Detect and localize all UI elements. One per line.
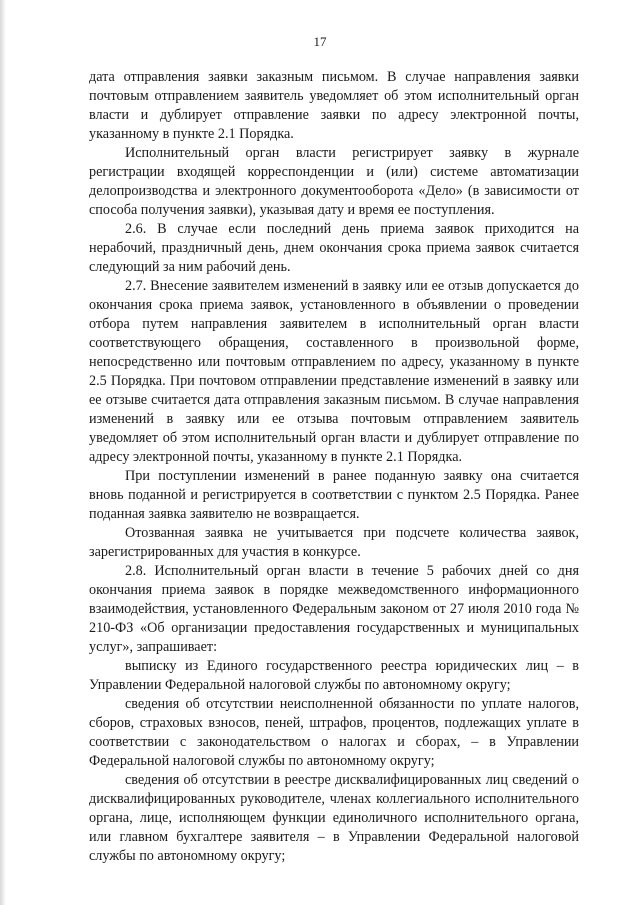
paragraph-withdrawn-application: Отозванная заявка не учитывается при подсчете количества заявок, зарегистрированных для участия в конкурсе. [89,525,579,560]
paragraph-continuation: дата отправления заявки заказным письмом. В случае направления заявки почтовым отправлением заявитель уведомляет об этом исполнительный орган власти и дублирует отправление заявки по адресу электронной почты, указанному в пункте 2.1 Порядка. [89,69,579,142]
page-number: 17 [313,34,327,49]
paragraph-2-7: 2.7. Внесение заявителем изменений в заявку или ее отзыв допускается до окончания срока приема заявок, установленного в объявлении о проведении отбора путем направления заявителем в исполнительный орган власти соответствующего обращения, составленного в произвольной форме, непосредственно или почтовым отправлением по адресу, указанному в пункте 2.5 Порядка. При почтовом отправлении представление изменений в заявку или ее отзыве считается дата отправления заказным письмом. В случае направления изменений в заявку или ее отзыва почтовым отправлением заявитель уведомляет об этом исполнительный орган власти и дублирует отправление по адресу электронной почты, указанному в пункте 2.1 Порядка. [89,278,579,465]
list-item-tax-debt-info: сведения об отсутствии неисполненной обязанности по уплате налогов, сборов, страховых взносов, пеней, штрафов, процентов, подлежащих уплате в соответствии с законодательством о налогах и сборах, – в Управлении Федеральной налоговой службы по автономному округу; [89,696,579,769]
document-body [89,68,579,866]
list-item-egrul-extract: выписку из Единого государственного реестра юридических лиц – в Управлении Федеральной налоговой службы по автономному округу; [89,658,579,693]
paragraph-changes-received: При поступлении изменений в ранее поданную заявку она считается вновь поданной и регистрируется в соответствии с пунктом 2.5 Порядка. Ранее поданная заявка заявителю не возвращается. [89,468,579,522]
scan-edge [0,0,6,905]
paragraph-registration: Исполнительный орган власти регистрирует заявку в журнале регистрации входящей корреспонденции и (или) системе автоматизации делопроизводства и электронного документооборота «Дело» (в зависимости от способа получения заявки), указывая дату и время ее поступления. [89,145,579,218]
paragraph-2-6: 2.6. В случае если последний день приема заявок приходится на нерабочий, праздничный день, днем окончания срока приема заявок считается следующий за ним рабочий день. [89,221,579,275]
list-item-disqualified-persons: сведения об отсутствии в реестре дисквалифицированных лиц сведений о дисквалифицированных руководителе, членах коллегиального исполнительного органа, лице, исполняющем функции единоличного исполнительного органа, или главном бухгалтере заявителя – в Управлении Федеральной налоговой службы по автономному округу; [89,772,579,864]
paragraph-2-8: 2.8. Исполнительный орган власти в течение 5 рабочих дней со дня окончания приема заявок в порядке межведомственного информационного взаимодействия, установленного Федеральным законом от 27 июля 2010 года № 210-ФЗ «Об организации предоставления государственных и муниципальных услуг», запрашивает: [89,563,579,655]
